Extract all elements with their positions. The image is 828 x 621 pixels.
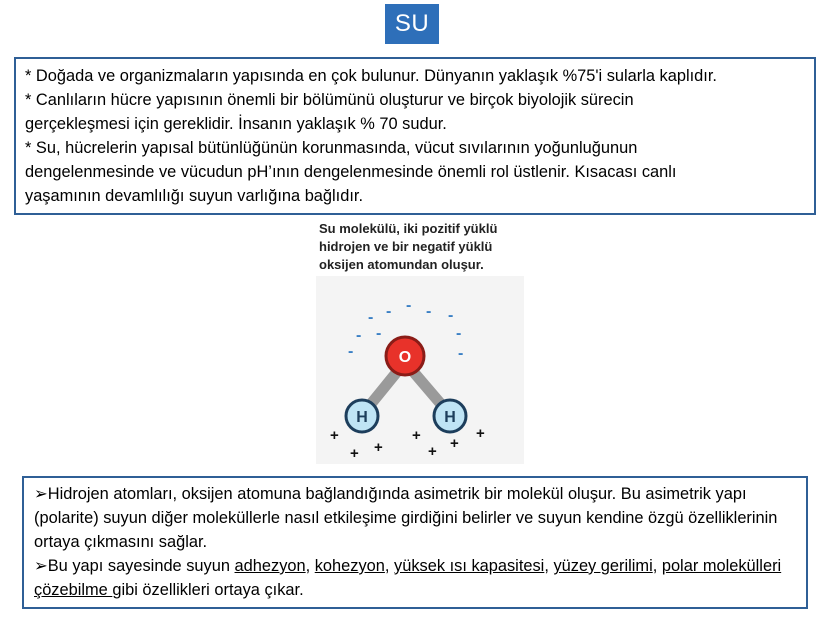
caption-line-1: Su molekülü, iki pozitif yüklü bbox=[319, 221, 498, 236]
intro-line-2: * Canlıların hücre yapısının önemli bir bölümünü oluşturur ve birçok biyolojik sürecin bbox=[25, 91, 634, 109]
negative-charge: - bbox=[376, 325, 382, 342]
positive-charge: + bbox=[350, 445, 359, 462]
negative-charge: - bbox=[368, 309, 374, 326]
positive-charge: + bbox=[476, 425, 485, 442]
term-adhezyon: adhezyon bbox=[234, 557, 306, 575]
intro-line-1: * Doğada ve organizmaların yapısında en çok bulunur. Dünyanın yaklaşık %75'i sularla kaplıdır. bbox=[25, 67, 717, 85]
separator: , bbox=[544, 557, 554, 575]
term-surface-tension: yüzey gerilimi bbox=[553, 557, 653, 575]
intro-line-5: dengelenmesinde ve vücudun pH’ının dengelenmesinde önemli rol üstlenir. Kısacası canlı bbox=[25, 163, 677, 181]
negative-charge: - bbox=[426, 303, 432, 320]
negative-charge: - bbox=[448, 307, 454, 324]
properties-suffix: gibi özellikleri ortaya çıkar. bbox=[112, 581, 304, 599]
negative-charge: - bbox=[406, 297, 412, 314]
term-kohezyon: kohezyon bbox=[314, 557, 385, 575]
term-heat-capacity: yüksek ısı kapasitesi bbox=[394, 557, 545, 575]
negative-charge: - bbox=[456, 325, 462, 342]
intro-line-4: * Su, hücrelerin yapısal bütünlüğünün korunmasında, vücut sıvılarının yoğunluğunun bbox=[25, 139, 638, 157]
properties-text-box bbox=[22, 476, 808, 609]
positive-charge: + bbox=[374, 439, 383, 456]
positive-charge: + bbox=[412, 427, 421, 444]
polarity-paragraph: ➢Hidrojen atomları, oksijen atomuna bağlandığında asimetrik bir molekül oluşur. Bu asimetrik yapı (polarite) suyun diğer moleküllerle nasıl etkileşime girdiğini belirler ve suyun kendine özgü özelliklerinin ortaya çıkmasını sağlar. bbox=[34, 485, 778, 551]
intro-line-3: gerçekleşmesi için gereklidir. İnsanın yaklaşık % 70 sudur. bbox=[25, 115, 447, 133]
intro-line-6: yaşamının devamlılığı suyun varlığına bağlıdır. bbox=[25, 187, 364, 205]
page-title: SU bbox=[385, 4, 439, 44]
hydrogen-label-right: H bbox=[444, 409, 456, 426]
figure-caption bbox=[319, 220, 524, 274]
oxygen-label: O bbox=[398, 349, 412, 366]
term-polar-dissolving: polar molekülleri çözebilme bbox=[34, 557, 782, 599]
caption-line-2: hidrojen ve bir negatif yüklü bbox=[319, 239, 493, 254]
molecule-svg bbox=[316, 276, 524, 464]
negative-charge: - bbox=[356, 327, 362, 344]
hydrogen-label-left: H bbox=[356, 409, 368, 426]
molecule-diagram bbox=[316, 276, 524, 464]
caption-line-3: oksijen atomundan oluşur. bbox=[319, 257, 484, 272]
intro-text-box bbox=[14, 57, 816, 215]
separator: , bbox=[652, 557, 662, 575]
positive-charge: + bbox=[428, 443, 437, 460]
properties-prefix: ➢Bu yapı sayesinde suyun bbox=[34, 557, 235, 575]
separator: , bbox=[384, 557, 395, 575]
positive-charge: + bbox=[330, 427, 339, 444]
negative-charge: - bbox=[458, 345, 464, 362]
negative-charge: - bbox=[348, 343, 354, 360]
positive-charge: + bbox=[450, 435, 459, 452]
water-molecule-figure bbox=[316, 220, 524, 464]
properties-paragraph bbox=[34, 554, 796, 602]
separator: , bbox=[305, 557, 315, 575]
negative-charge: - bbox=[386, 303, 392, 320]
